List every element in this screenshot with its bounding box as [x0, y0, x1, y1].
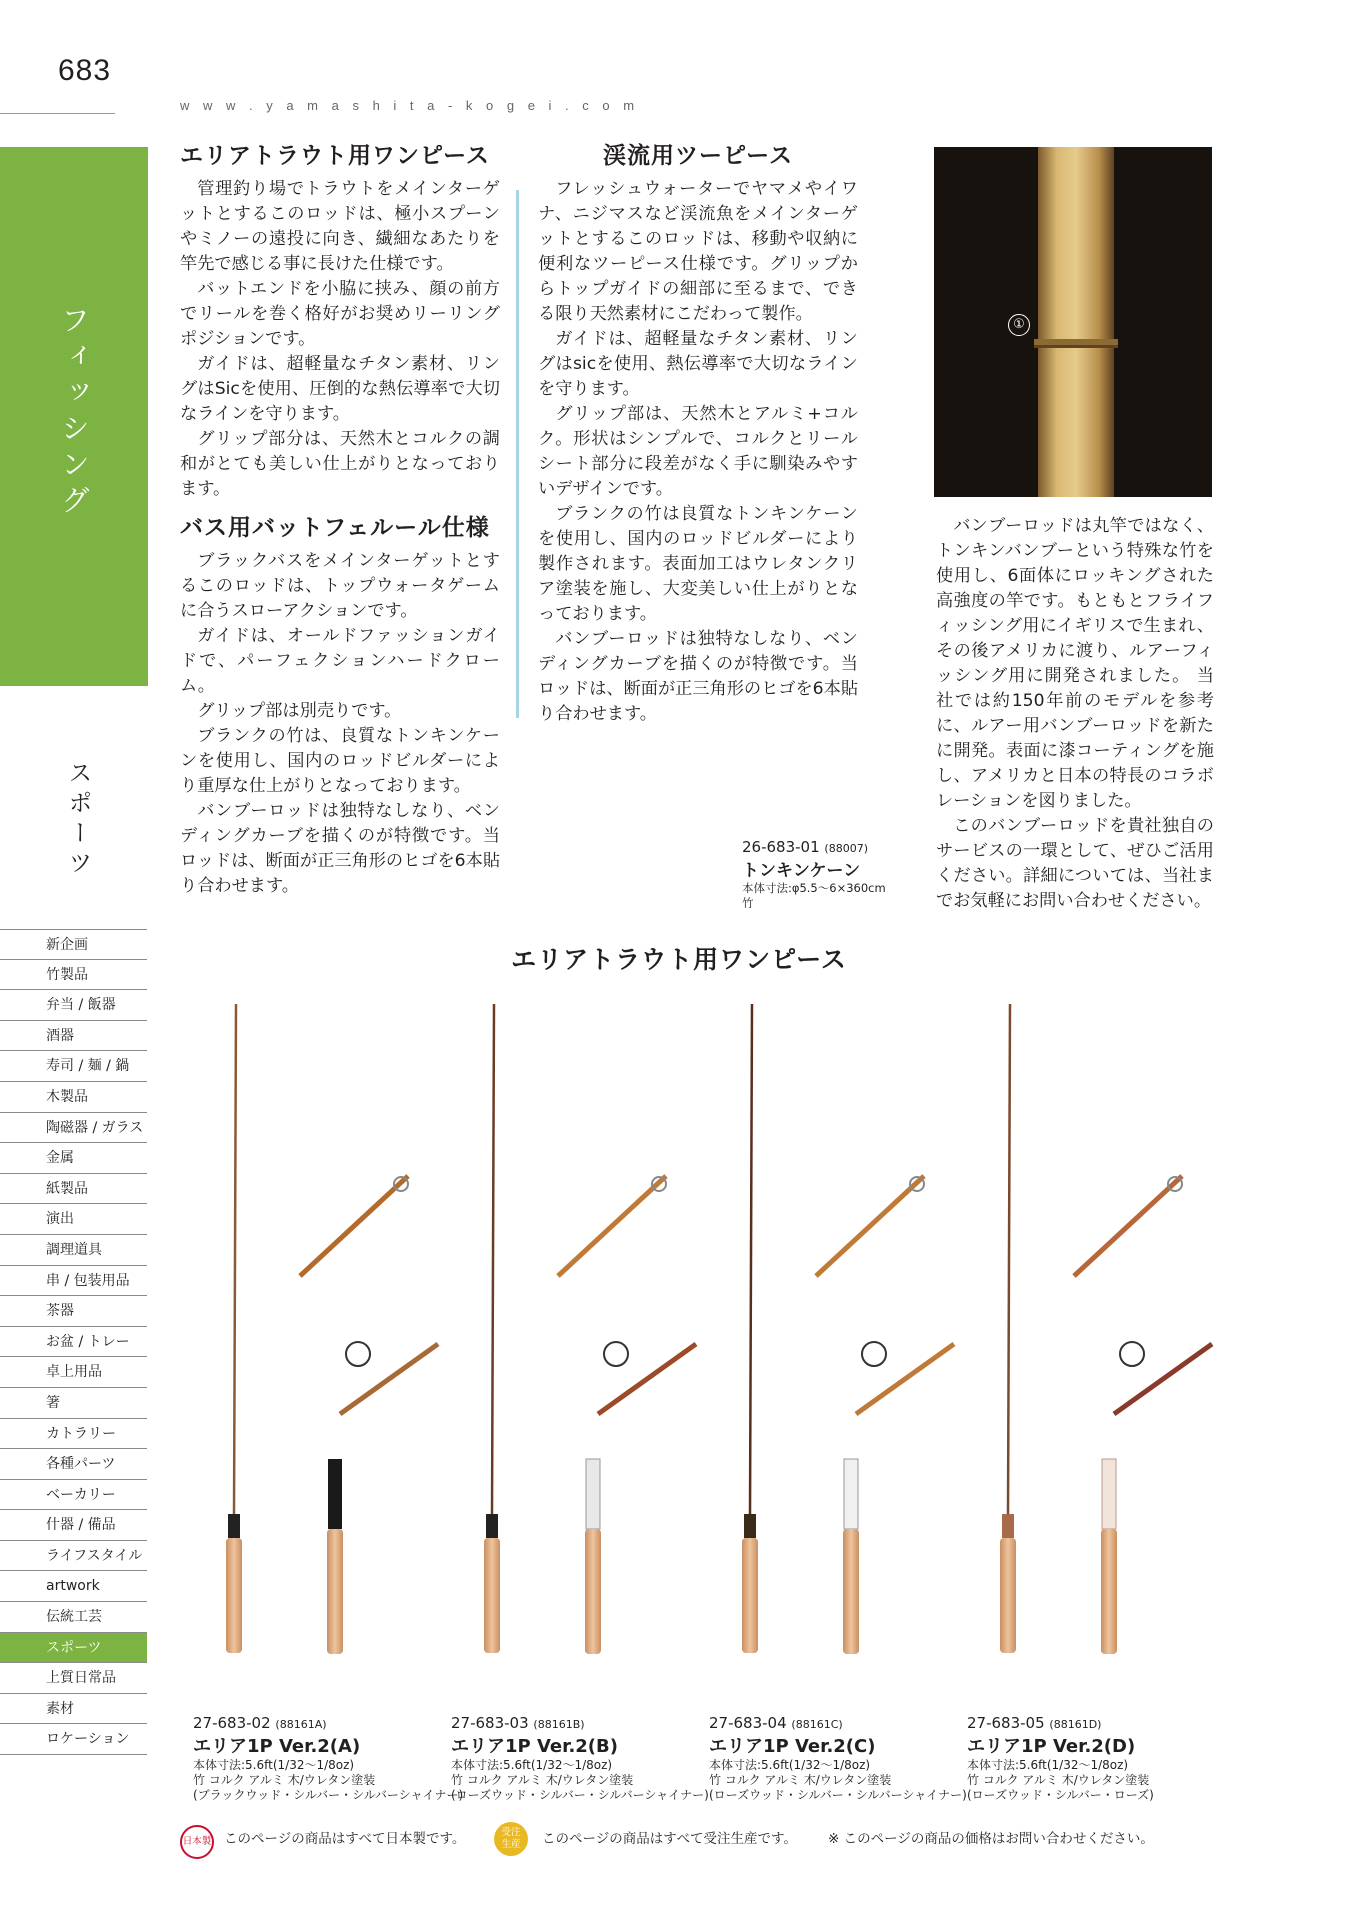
product-code: 26-683-01 (88007)	[742, 838, 868, 856]
footer-note-order: このページの商品はすべて受注生産です。	[542, 1831, 797, 1847]
body-paragraph: バンブーロッドは独特なしなり、ベンディングカーブを描くのが特徴です。当ロッドは、断面が正三角形のヒゴを6本貼り合わせます。	[538, 629, 858, 724]
product-caption-tonkin	[742, 838, 922, 911]
sidebar-item-fixtures[interactable]: 什器 / 備品	[0, 1510, 147, 1541]
sidebar-item-tray[interactable]: お盆 / トレー	[0, 1327, 147, 1358]
sidebar-item-display[interactable]: 演出	[0, 1204, 147, 1235]
body-paragraph: バンブーロッドは丸竿ではなく、トンキンバンブーという特殊な竹を使用し、6面体にロッキングされた高強度の竿です。もともとフライフィッシング用にイギリスで生まれ、その後アメリカに渡り、ルアーフィッシング用に開発されました。 当社では約150年前のモデルを参考に、ルアー用バンブーロッドを新たに開発。表面に漆コーティングを施し、アメリカと日本の特長のコラボレーションを図りました。	[936, 516, 1214, 811]
body-paragraph: ガイドは、超軽量なチタン素材、リングはSicを使用、圧倒的な熱伝導率で大切なラインを守ります。	[180, 354, 500, 424]
sidebar-item-traditional[interactable]: 伝統工芸	[0, 1602, 147, 1633]
rod-d-image	[1000, 1004, 1212, 1654]
product-material: 竹 コルク アルミ 木/ウレタン塗装	[451, 1773, 634, 1787]
column-bamboo-rod	[936, 514, 1214, 914]
product-name: エリア1P Ver.2(B)	[451, 1736, 618, 1757]
made-to-order-badge: 受注 生産	[494, 1822, 528, 1856]
product-colors: (ローズウッド・シルバー・シルバーシャイナー)	[709, 1788, 967, 1802]
sidebar-item-chopsticks[interactable]: 箸	[0, 1388, 147, 1419]
sidebar-item-location[interactable]: ロケーション	[0, 1724, 147, 1755]
sidebar-item-lifestyle[interactable]: ライフスタイル	[0, 1541, 147, 1572]
sidebar-item-bento[interactable]: 弁当 / 飯器	[0, 990, 147, 1021]
product-colors: (ローズウッド・シルバー・ローズ)	[967, 1788, 1154, 1802]
section-title-area-trout: エリアトラウト用ワンピース	[511, 945, 847, 974]
sidebar-item-paper[interactable]: 紙製品	[0, 1174, 147, 1205]
sidebar-item-tea[interactable]: 茶器	[0, 1296, 147, 1327]
product-images	[180, 994, 1240, 1674]
product-code: 27-683-02 (88161A)	[193, 1714, 327, 1732]
body-paragraph: グリップ部分は、天然木とコルクの調和がとても美しい仕上がりとなっております。	[180, 429, 500, 499]
sidebar-item-wood[interactable]: 木製品	[0, 1082, 147, 1113]
page-number: 683	[58, 54, 112, 87]
bamboo-cane-photo	[934, 147, 1212, 497]
product-name: エリア1P Ver.2(C)	[709, 1736, 876, 1757]
product-spec: 本体寸法:5.6ft(1/32〜1/8oz)	[709, 1758, 871, 1772]
product-code: 27-683-05 (88161D)	[967, 1714, 1102, 1732]
sidebar-item-quality[interactable]: 上質日常品	[0, 1663, 147, 1694]
product-colors: (ブラックウッド・シルバー・シルバーシャイナー)	[193, 1788, 464, 1802]
sidebar-nav	[0, 929, 147, 1755]
rod-a-image	[226, 1004, 438, 1654]
page-number-rule	[0, 113, 115, 114]
product-caption-d	[967, 1714, 1222, 1803]
product-material: 竹 コルク アルミ 木/ウレタン塗装	[709, 1773, 892, 1787]
column-divider	[516, 190, 519, 718]
product-code: 27-683-03 (88161B)	[451, 1714, 585, 1732]
body-paragraph: ブランクの竹は良質なトンキンケーンを使用し、国内のロッドビルダーにより製作されます。表面加工はウレタンクリア塗装を施し、大変美しい仕上がりとなっております。	[538, 504, 858, 624]
body-paragraph: バットエンドを小脇に挟み、顔の前方でリールを巻く格好がお奨めリーリングポジションです。	[180, 279, 500, 349]
body-paragraph: このバンブーロッドを貴社独自のサービスの一環として、ぜひご活用ください。詳細については、当社までお気軽にお問い合わせください。	[936, 816, 1214, 911]
sidebar-item-cutlery[interactable]: カトラリー	[0, 1419, 147, 1450]
body-paragraph: ガイドは、オールドファッションガイドで、パーフェクションハードクローム。	[180, 626, 500, 696]
product-spec: 本体寸法:φ5.5〜6×360cm	[742, 881, 886, 895]
product-caption-b	[451, 1714, 709, 1803]
product-colors: (ローズウッド・シルバー・シルバーシャイナー)	[451, 1788, 709, 1802]
subcategory-title: スポーツ	[64, 760, 92, 880]
column-mountain-stream	[538, 144, 858, 727]
product-caption-a	[193, 1714, 464, 1803]
footer-note-japan: このページの商品はすべて日本製です。	[224, 1831, 466, 1847]
heading-mountain-stream: 渓流用ツーピース	[603, 143, 793, 169]
sidebar-item-ceramic[interactable]: 陶磁器 / ガラス	[0, 1113, 147, 1144]
body-paragraph: フレッシュウォーターでヤマメやイワナ、ニジマスなど渓流魚をメインターゲットとするこのロッドは、移動や収納に便利なツーピース仕様です。グリップからトップガイドの細部に至るまで、できる限り天然素材にこだわって製作。	[538, 179, 858, 324]
product-spec: 本体寸法:5.6ft(1/32〜1/8oz)	[967, 1758, 1129, 1772]
product-spec: 本体寸法:5.6ft(1/32〜1/8oz)	[193, 1758, 355, 1772]
body-paragraph: バンブーロッドは独特なしなり、ベンディングカーブを描くのが特徴です。当ロッドは、断面が正三角形のヒゴを6本貼り合わせます。	[180, 801, 500, 896]
body-paragraph: ブランクの竹は、良質なトンキンケーンを使用し、国内のロッドビルダーにより重厚な仕上がりとなっております。	[180, 726, 500, 796]
sidebar-item-parts[interactable]: 各種パーツ	[0, 1449, 147, 1480]
body-paragraph: ブラックバスをメインターゲットとするこのロッドは、トップウォータゲームに合うスローアクションです。	[180, 551, 500, 621]
rod-b-image	[484, 1004, 696, 1654]
column-area-trout	[180, 144, 500, 899]
product-name: トンキンケーン	[742, 861, 861, 881]
made-in-japan-badge: 日本製	[180, 1825, 214, 1859]
product-name: エリア1P Ver.2(D)	[967, 1736, 1136, 1757]
body-paragraph: 管理釣り場でトラウトをメインターゲットとするこのロッドは、極小スプーンやミノーの遠投に向き、繊細なあたりを竿先で感じる事に長けた仕様です。	[180, 179, 500, 274]
sidebar-item-sake[interactable]: 酒器	[0, 1021, 147, 1052]
body-paragraph: ガイドは、超軽量なチタン素材、リングはsicを使用、熱伝導率で大切なラインを守ります。	[538, 329, 858, 399]
photo-marker: ①	[1008, 314, 1030, 336]
body-paragraph: グリップ部は別売りです。	[197, 701, 402, 721]
product-material: 竹 コルク アルミ 木/ウレタン塗装	[193, 1773, 376, 1787]
product-caption-c	[709, 1714, 967, 1803]
sidebar-item-bamboo[interactable]: 竹製品	[0, 960, 147, 991]
sidebar-item-new[interactable]: 新企画	[0, 929, 147, 960]
sidebar-item-sushi[interactable]: 寿司 / 麺 / 鍋	[0, 1051, 147, 1082]
category-title: フィッシング	[57, 305, 91, 521]
sidebar-item-sports[interactable]: スポーツ	[0, 1633, 147, 1664]
sidebar-item-tabletop[interactable]: 卓上用品	[0, 1357, 147, 1388]
heading-area-trout: エリアトラウト用ワンピース	[180, 143, 490, 169]
body-paragraph: グリップ部は、天然木とアルミ+コルク。形状はシンプルで、コルクとリールシート部分に段差がなく手に馴染みやすいデザインです。	[538, 404, 858, 499]
footer-note-price: ※ このページの商品の価格はお問い合わせください。	[828, 1831, 1154, 1847]
sidebar-item-metal[interactable]: 金属	[0, 1143, 147, 1174]
product-name: エリア1P Ver.2(A)	[193, 1736, 361, 1757]
product-material: 竹	[742, 896, 754, 910]
sidebar-item-bakery[interactable]: ベーカリー	[0, 1480, 147, 1511]
product-material: 竹 コルク アルミ 木/ウレタン塗装	[967, 1773, 1150, 1787]
product-spec: 本体寸法:5.6ft(1/32〜1/8oz)	[451, 1758, 613, 1772]
sidebar-item-materials[interactable]: 素材	[0, 1694, 147, 1725]
sidebar-item-skewer[interactable]: 串 / 包装用品	[0, 1266, 147, 1297]
rod-c-image	[742, 1004, 954, 1654]
heading-bass: バス用バットフェルール仕様	[180, 515, 490, 541]
product-code: 27-683-04 (88161C)	[709, 1714, 843, 1732]
sidebar-item-artwork[interactable]: artwork	[0, 1571, 147, 1602]
sidebar-item-cooking[interactable]: 調理道具	[0, 1235, 147, 1266]
site-url[interactable]: w w w . y a m a s h i t a - k o g e i . c o m	[180, 98, 640, 113]
